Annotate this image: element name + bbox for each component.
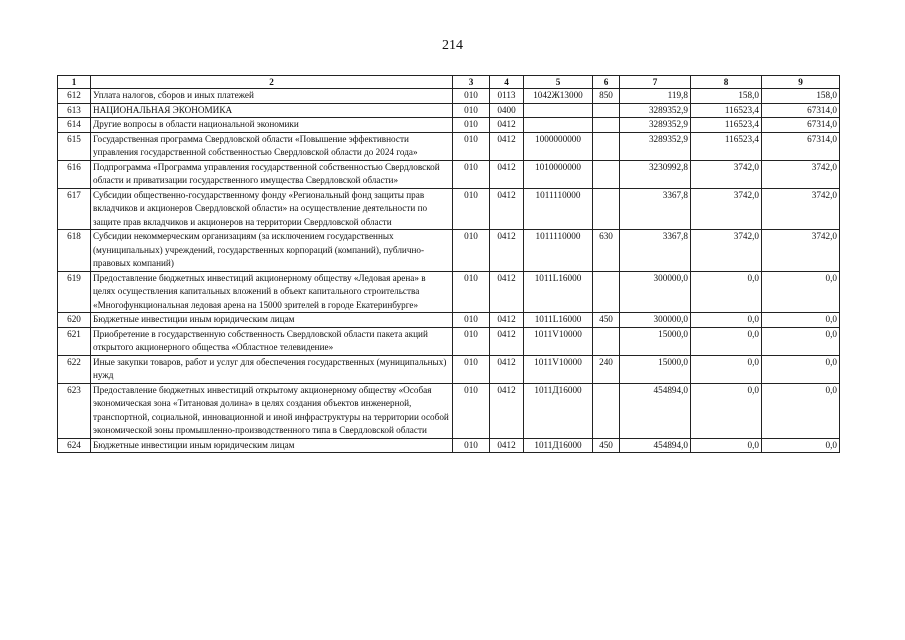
code-cell: 240: [593, 355, 620, 383]
row-name: Подпрограмма «Программа управления государственной собственностью Свердловской области и приватизации государственного имущества Свердловской области»: [91, 160, 453, 188]
amount-cell: 0,0: [691, 438, 762, 453]
row-name: Бюджетные инвестиции иным юридическим лицам: [91, 313, 453, 328]
row-name: Субсидии некоммерческим организациям (за исключением государственных (муниципальных) учреждений, государственных корпораций (компаний), публично-правовых компаний): [91, 230, 453, 272]
code-cell: 010: [453, 132, 490, 160]
code-cell: 010: [453, 438, 490, 453]
code-cell: 010: [453, 271, 490, 313]
amount-cell: 0,0: [762, 313, 840, 328]
amount-cell: 0,0: [762, 355, 840, 383]
amount-cell: 158,0: [762, 89, 840, 104]
row-number: 624: [58, 438, 91, 453]
column-header: 7: [620, 76, 691, 89]
page-number: 214: [442, 38, 463, 53]
table-row: [58, 89, 840, 104]
code-cell: 0400: [490, 103, 524, 118]
amount-cell: 454894,0: [620, 383, 691, 438]
amount-cell: 300000,0: [620, 313, 691, 328]
row-name: Бюджетные инвестиции иным юридическим лицам: [91, 438, 453, 453]
row-name: Другие вопросы в области национальной экономики: [91, 118, 453, 133]
amount-cell: 3289352,9: [620, 132, 691, 160]
code-cell: 450: [593, 313, 620, 328]
code-cell: [593, 383, 620, 438]
amount-cell: 3367,8: [620, 230, 691, 272]
code-cell: 0412: [490, 327, 524, 355]
table-row: [58, 103, 840, 118]
table-row: [58, 438, 840, 453]
code-cell: 010: [453, 230, 490, 272]
amount-cell: 3742,0: [691, 230, 762, 272]
code-cell: 1011Д16000: [524, 383, 593, 438]
amount-cell: 116523,4: [691, 132, 762, 160]
amount-cell: 116523,4: [691, 118, 762, 133]
code-cell: 1011L16000: [524, 271, 593, 313]
amount-cell: 0,0: [762, 438, 840, 453]
row-number: 614: [58, 118, 91, 133]
code-cell: 0412: [490, 230, 524, 272]
code-cell: 0412: [490, 188, 524, 230]
code-cell: 0412: [490, 355, 524, 383]
row-name: Субсидии общественно-государственному фонду «Региональный фонд защиты прав вкладчиков и акционеров Свердловской области» на осуществление деятельности по защите прав вкладчиков и акционеров на территории Свердловской области: [91, 188, 453, 230]
row-number: 618: [58, 230, 91, 272]
table-row: [58, 188, 840, 230]
table-row: [58, 383, 840, 438]
code-cell: 010: [453, 160, 490, 188]
table-row: [58, 160, 840, 188]
row-number: 616: [58, 160, 91, 188]
row-name: Государственная программа Свердловской области «Повышение эффективности управления государственной собственностью Свердловской области до 2024 года»: [91, 132, 453, 160]
column-header: 4: [490, 76, 524, 89]
code-cell: [593, 160, 620, 188]
column-header: 5: [524, 76, 593, 89]
code-cell: 1011110000: [524, 188, 593, 230]
code-cell: 1011V10000: [524, 327, 593, 355]
amount-cell: 0,0: [762, 383, 840, 438]
amount-cell: 15000,0: [620, 355, 691, 383]
code-cell: 0412: [490, 438, 524, 453]
code-cell: 0113: [490, 89, 524, 104]
amount-cell: 3742,0: [691, 188, 762, 230]
column-header: 3: [453, 76, 490, 89]
amount-cell: 3230992,8: [620, 160, 691, 188]
amount-cell: 15000,0: [620, 327, 691, 355]
amount-cell: 3742,0: [762, 188, 840, 230]
table-row: [58, 313, 840, 328]
row-number: 623: [58, 383, 91, 438]
code-cell: 450: [593, 438, 620, 453]
code-cell: 010: [453, 188, 490, 230]
row-number: 612: [58, 89, 91, 104]
amount-cell: 0,0: [762, 271, 840, 313]
row-name: Уплата налогов, сборов и иных платежей: [91, 89, 453, 104]
amount-cell: 3289352,9: [620, 118, 691, 133]
code-cell: 010: [453, 118, 490, 133]
amount-cell: 0,0: [691, 271, 762, 313]
code-cell: 1010000000: [524, 160, 593, 188]
code-cell: 1000000000: [524, 132, 593, 160]
table-header-row: [58, 76, 840, 89]
amount-cell: 0,0: [691, 383, 762, 438]
code-cell: 010: [453, 103, 490, 118]
code-cell: 0412: [490, 160, 524, 188]
table-row: [58, 230, 840, 272]
code-cell: 010: [453, 355, 490, 383]
code-cell: 010: [453, 313, 490, 328]
amount-cell: 116523,4: [691, 103, 762, 118]
row-name: Предоставление бюджетных инвестиций открытому акционерному обществу «Особая экономическая зона «Титановая долина» в целях создания объектов инженерной, транспортной, социальной, инновационной и иной инфраструктуры на территории особой экономической зоны промышленно-производственного типа в Свердловской области: [91, 383, 453, 438]
row-number: 613: [58, 103, 91, 118]
amount-cell: 0,0: [762, 327, 840, 355]
code-cell: 0412: [490, 132, 524, 160]
row-name: НАЦИОНАЛЬНАЯ ЭКОНОМИКА: [91, 103, 453, 118]
row-number: 617: [58, 188, 91, 230]
budget-table: [57, 75, 840, 453]
code-cell: 0412: [490, 383, 524, 438]
amount-cell: 3367,8: [620, 188, 691, 230]
table-row: [58, 118, 840, 133]
column-header: 8: [691, 76, 762, 89]
code-cell: [593, 188, 620, 230]
column-header: 2: [91, 76, 453, 89]
code-cell: 0412: [490, 271, 524, 313]
code-cell: 1011Д16000: [524, 438, 593, 453]
amount-cell: 67314,0: [762, 118, 840, 133]
amount-cell: 3289352,9: [620, 103, 691, 118]
code-cell: 010: [453, 327, 490, 355]
column-header: 9: [762, 76, 840, 89]
row-number: 615: [58, 132, 91, 160]
code-cell: [593, 327, 620, 355]
amount-cell: 67314,0: [762, 132, 840, 160]
table-row: [58, 132, 840, 160]
amount-cell: 0,0: [691, 355, 762, 383]
code-cell: 0412: [490, 313, 524, 328]
column-header: 1: [58, 76, 91, 89]
code-cell: [593, 118, 620, 133]
code-cell: [593, 271, 620, 313]
amount-cell: 300000,0: [620, 271, 691, 313]
code-cell: 630: [593, 230, 620, 272]
amount-cell: 158,0: [691, 89, 762, 104]
amount-cell: 3742,0: [762, 230, 840, 272]
code-cell: [524, 118, 593, 133]
amount-cell: 67314,0: [762, 103, 840, 118]
code-cell: [524, 103, 593, 118]
code-cell: [593, 132, 620, 160]
column-header: 6: [593, 76, 620, 89]
row-name: Иные закупки товаров, работ и услуг для обеспечения государственных (муниципальных) нужд: [91, 355, 453, 383]
amount-cell: 0,0: [691, 313, 762, 328]
code-cell: 0412: [490, 118, 524, 133]
code-cell: 1011V10000: [524, 355, 593, 383]
row-number: 621: [58, 327, 91, 355]
row-number: 619: [58, 271, 91, 313]
amount-cell: 454894,0: [620, 438, 691, 453]
code-cell: 010: [453, 383, 490, 438]
code-cell: 1011110000: [524, 230, 593, 272]
table-row: [58, 327, 840, 355]
row-number: 620: [58, 313, 91, 328]
amount-cell: 3742,0: [762, 160, 840, 188]
code-cell: [593, 103, 620, 118]
code-cell: 1042Ж13000: [524, 89, 593, 104]
amount-cell: 0,0: [691, 327, 762, 355]
table-row: [58, 271, 840, 313]
row-name: Приобретение в государственную собственность Свердловской области пакета акций открытого акционерного общества «Областное телевидение»: [91, 327, 453, 355]
row-number: 622: [58, 355, 91, 383]
code-cell: 850: [593, 89, 620, 104]
amount-cell: 119,8: [620, 89, 691, 104]
row-name: Предоставление бюджетных инвестиций акционерному обществу «Ледовая арена» в целях осуществления капитальных вложений в объект капитального строительства «Многофункциональная ледовая арена на 15000 зрителей в городе Екатеринбурге»: [91, 271, 453, 313]
table-row: [58, 355, 840, 383]
amount-cell: 3742,0: [691, 160, 762, 188]
code-cell: 010: [453, 89, 490, 104]
code-cell: 1011L16000: [524, 313, 593, 328]
